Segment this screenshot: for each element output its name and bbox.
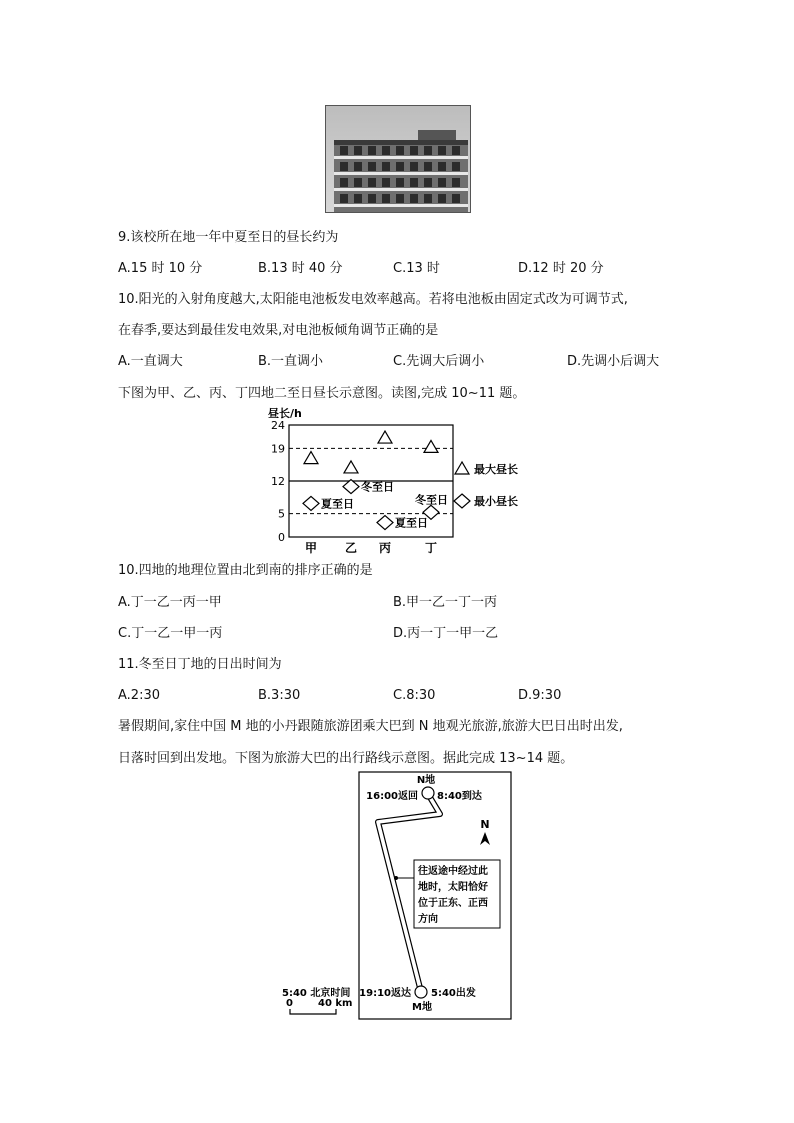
bus-route-map (280, 770, 520, 1024)
beijing-time-label: 5:40 北京时间 (282, 988, 351, 999)
q9-option-a: A.15 时 10 分 (118, 261, 203, 276)
chart-y-axis-label: 昼长/h (268, 407, 302, 420)
m-return-time: 19:10返达 (359, 988, 411, 999)
q9-option-d: D.12 时 20 分 (518, 261, 604, 276)
map-intro-line1: 暑假期间,家住中国 M 地的小丹跟随旅游团乘大巴到 N 地观光旅游,旅游大巴日出时出发, (118, 719, 623, 734)
north-label: N (480, 818, 490, 831)
scale-bar (290, 1009, 336, 1014)
q11-option-b: B.3:30 (258, 688, 301, 703)
q11-option-d: D.9:30 (518, 688, 562, 703)
chart-annotation-label: 夏至日 (321, 497, 354, 511)
q10b-option-c: C.丁一乙一甲一丙 (118, 626, 223, 641)
q10a-stem-line1: 10.阳光的入射角度越大,太阳能电池板发电效率越高。若将电池板由固定式改为可调节式, (118, 292, 628, 307)
scale-zero-label: 0 (286, 998, 293, 1009)
chart-annotation-label: 冬至日 (361, 480, 394, 494)
q10a-stem-line2: 在春季,要达到最佳发电效果,对电池板倾角调节正确的是 (118, 323, 439, 338)
note-line-3: 位于正东、正西 (418, 898, 488, 909)
n-arrive-time: 8:40到达 (437, 791, 482, 802)
day-length-chart (260, 404, 540, 556)
note-line-2: 地时，太阳恰好 (418, 882, 488, 893)
legend-triangle-icon (455, 462, 469, 474)
chart-y-tick-label: 24 (271, 419, 285, 432)
chart-y-tick-label: 12 (271, 475, 285, 488)
q10a-option-c: C.先调大后调小 (393, 354, 485, 369)
m-depart-time: 5:40出发 (431, 988, 476, 999)
chart-legend-label: 最大昼长 (474, 463, 518, 476)
chart-annotation-label: 夏至日 (395, 516, 428, 530)
q10a-option-d: D.先调小后调大 (567, 354, 660, 369)
min-day-length-diamond (303, 496, 319, 510)
chart-intro: 下图为甲、乙、丙、丁四地二至日昼长示意图。读图,完成 10~11 题。 (118, 386, 526, 401)
q10b-stem: 10.四地的地理位置由北到南的排序正确的是 (118, 563, 373, 578)
q10b-option-a: A.丁一乙一丙一甲 (118, 595, 222, 610)
scale-value-label: 40 km (318, 998, 353, 1009)
q10a-option-a: A.一直调大 (118, 354, 183, 369)
min-day-length-diamond (343, 480, 359, 494)
chart-x-category-label: 丁 (424, 541, 438, 555)
m-place-label: M地 (412, 1002, 432, 1013)
school-building-photo (325, 105, 471, 213)
max-day-length-triangle (304, 452, 318, 464)
chart-y-tick-label: 0 (278, 531, 285, 544)
max-day-length-triangle (424, 440, 438, 452)
q9-option-b: B.13 时 40 分 (258, 261, 343, 276)
q9-stem: 9.该校所在地一年中夏至日的昼长约为 (118, 230, 339, 245)
q10b-option-b: B.甲一乙一丁一丙 (393, 595, 498, 610)
map-intro-line2: 日落时回到出发地。下图为旅游大巴的出行路线示意图。据此完成 13~14 题。 (118, 751, 574, 766)
q11-stem: 11.冬至日丁地的日出时间为 (118, 657, 282, 672)
chart-x-category-label: 乙 (344, 541, 358, 555)
chart-x-category-label: 甲 (304, 541, 318, 555)
q10b-option-d: D.丙一丁一甲一乙 (393, 626, 499, 641)
n-place-label: N地 (416, 775, 436, 786)
min-day-length-diamond (377, 516, 393, 530)
chart-y-tick-label: 19 (271, 442, 285, 456)
note-line-1: 往返途中经过此 (418, 866, 488, 877)
m-place-marker (415, 986, 427, 998)
chart-annotation-label: 冬至日 (415, 493, 448, 507)
q10a-option-b: B.一直调小 (258, 354, 324, 369)
q11-option-a: A.2:30 (118, 688, 160, 703)
q9-option-c: C.13 时 (393, 261, 440, 276)
q11-option-c: C.8:30 (393, 688, 436, 703)
chart-y-tick-label: 5 (278, 507, 285, 521)
n-place-marker (422, 787, 434, 799)
chart-legend-label: 最小昼长 (474, 495, 518, 508)
note-line-4: 方向 (418, 914, 438, 925)
legend-diamond-icon (454, 494, 470, 508)
max-day-length-triangle (378, 431, 392, 443)
max-day-length-triangle (344, 461, 358, 473)
chart-x-category-label: 丙 (378, 541, 392, 555)
n-return-time: 16:00返回 (366, 791, 418, 802)
